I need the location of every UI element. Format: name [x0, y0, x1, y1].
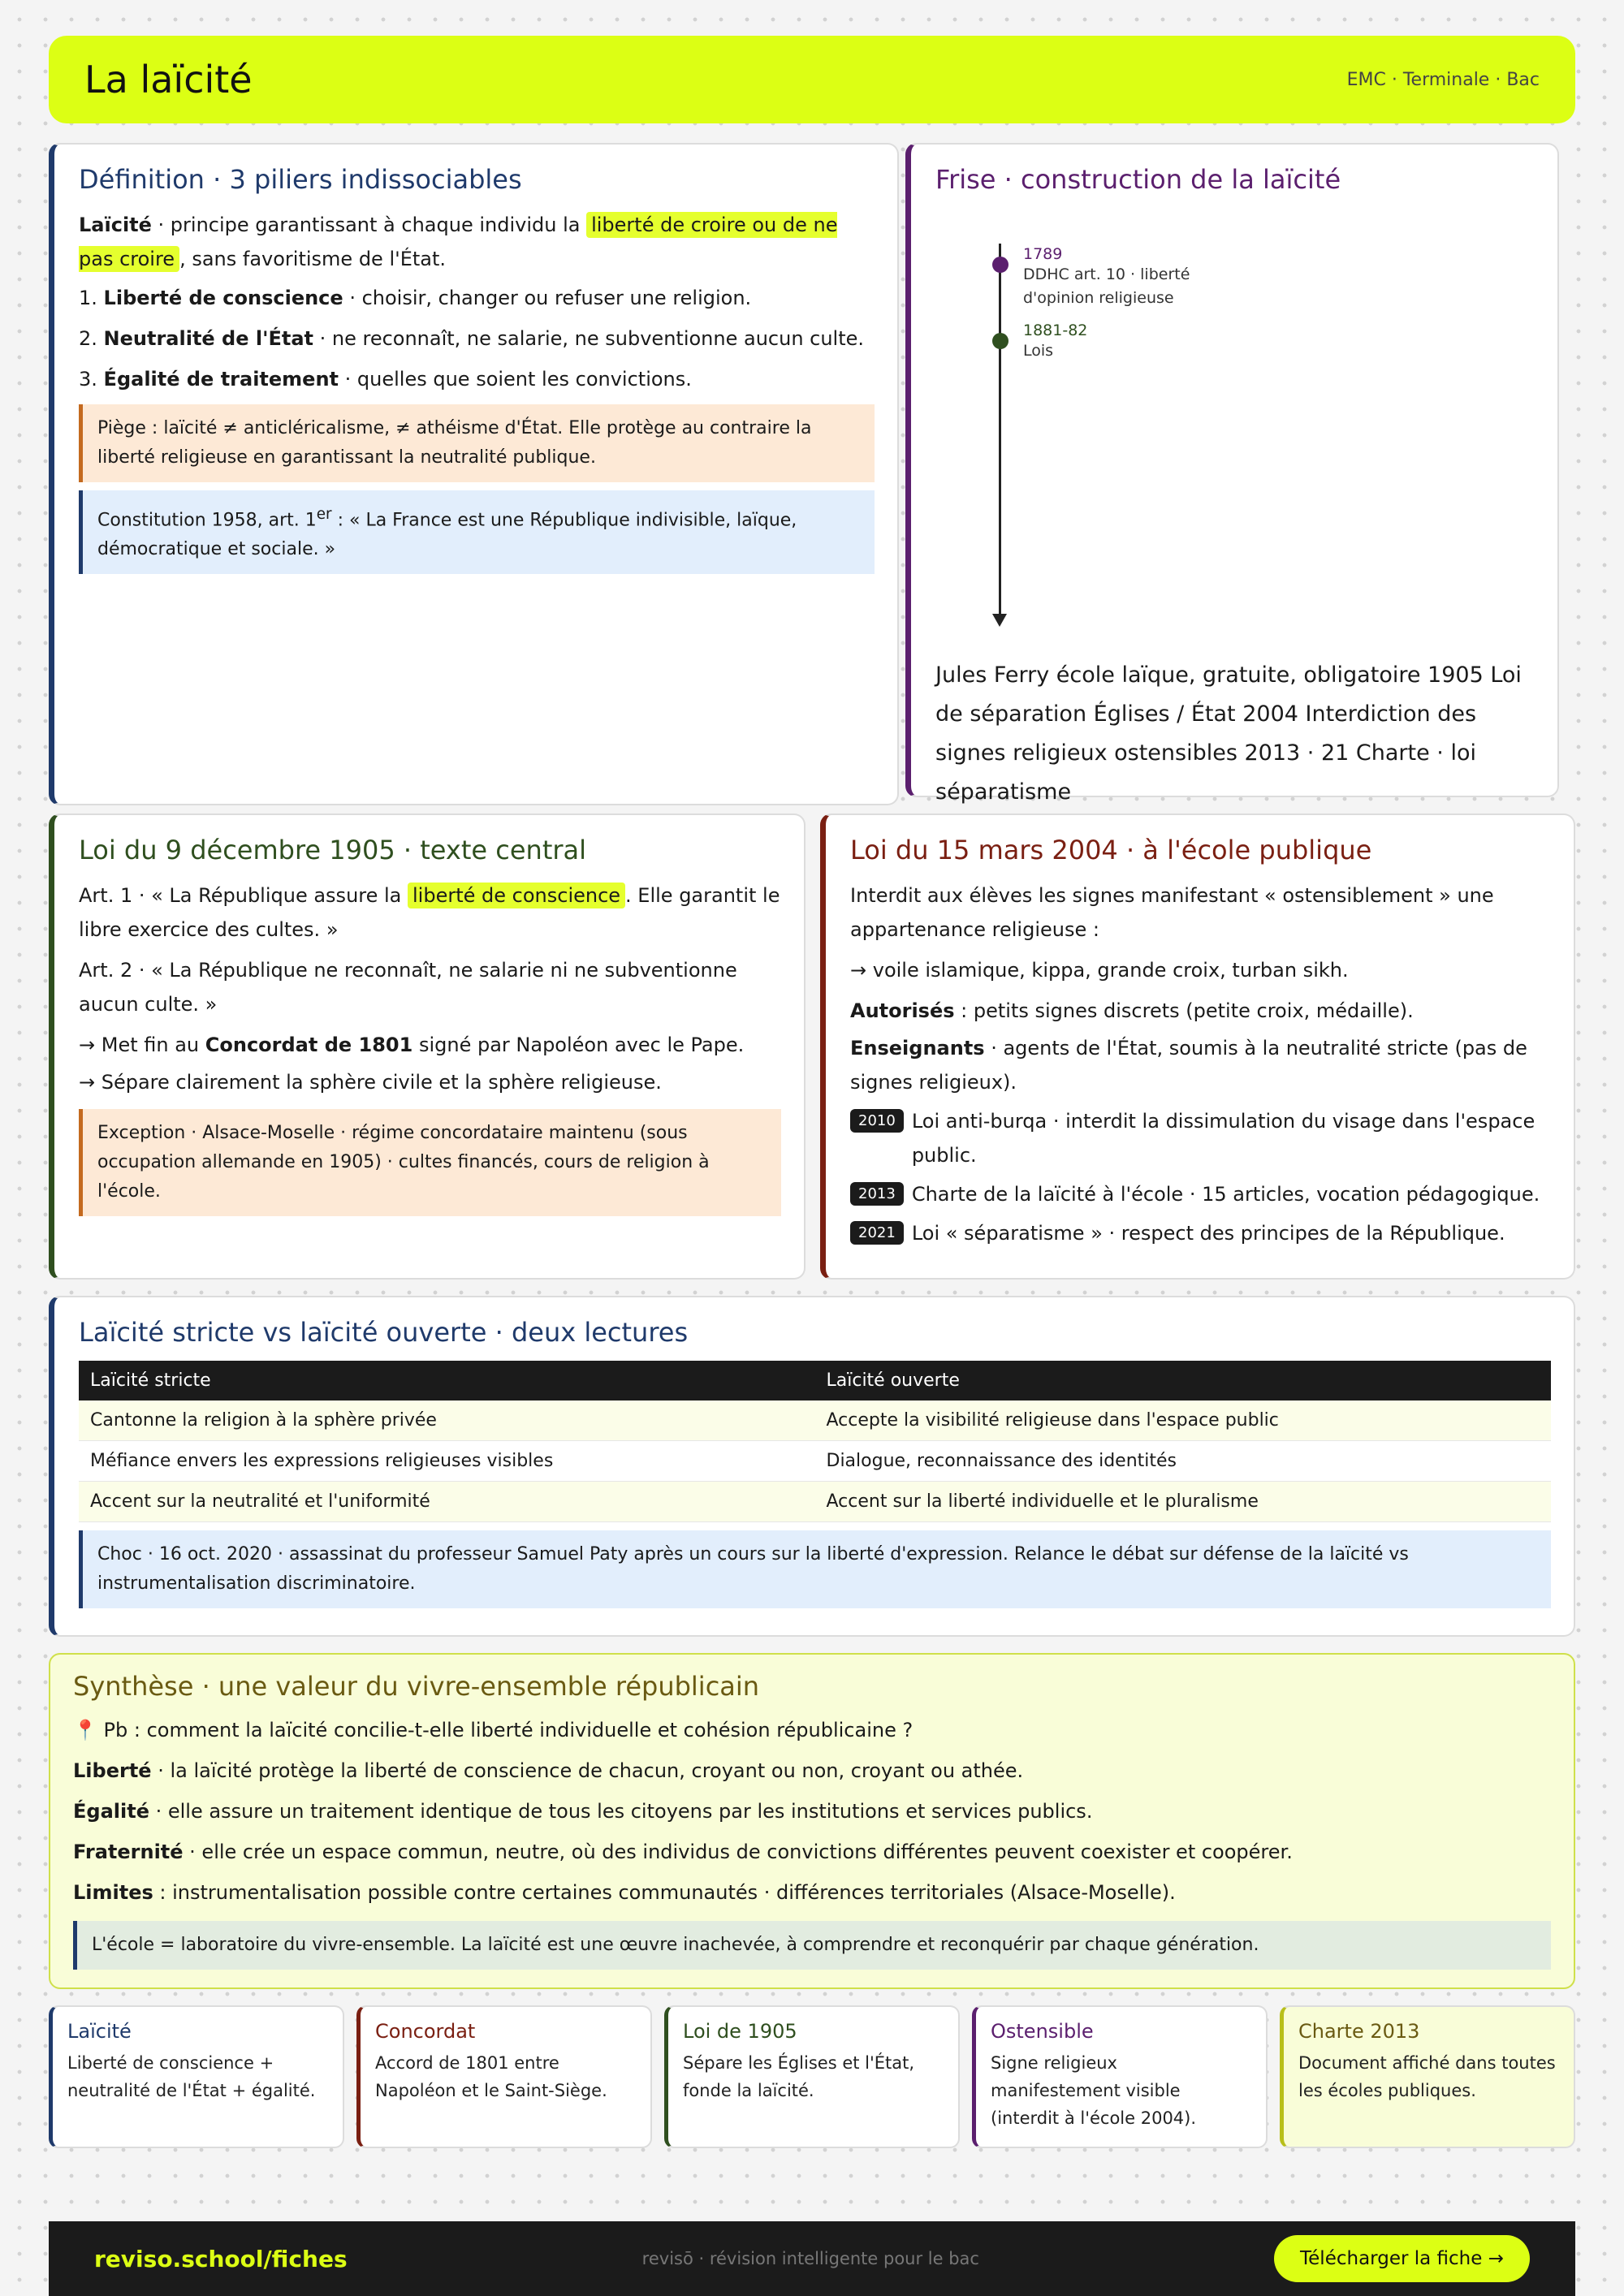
table-cell: Accent sur la neutralité et l'uniformité — [79, 1482, 815, 1522]
synthese-title: Synthèse · une valeur du vivre-ensemble républicain — [73, 1671, 760, 1702]
table-cell: Dialogue, reconnaissance des identités — [815, 1441, 1552, 1482]
year-badge: 2013 — [850, 1182, 904, 1206]
synthese-card — [49, 1653, 1575, 1989]
pillar-text: · quelles que soient les convictions. — [339, 368, 692, 391]
pillar-num: 1. — [79, 287, 97, 309]
glossary-definition: Signe religieux manifestement visible (interdit à l'école 2004). — [991, 2053, 1197, 2128]
site-link[interactable]: reviso.school/fiches — [94, 2245, 348, 2272]
glossary-card — [49, 2005, 344, 2148]
definition-intro — [79, 208, 875, 276]
glossary-definition: Liberté de conscience + neutralité de l'État + égalité. — [67, 2053, 316, 2100]
timeline-arrow-icon — [992, 614, 1007, 627]
loi-2004-intro: Interdit aux élèves les signes manifestant « ostensiblement » une appartenance religieuse : — [850, 884, 1494, 941]
footer-tagline: revisō · révision intelligente pour le bac — [641, 2249, 979, 2268]
allowed-text: : petits signes discrets (petite croix, médaille). — [954, 999, 1414, 1022]
pillar-item — [79, 281, 875, 315]
dated-text: Charte de la laïcité à l'école · 15 articles, vocation pédagogique. — [911, 1183, 1540, 1206]
definition-text: · principe garantissant à chaque individu la — [151, 214, 587, 236]
glossary-card — [664, 2005, 960, 2148]
loi-2004-title: Loi du 15 mars 2004 · à l'école publique — [850, 835, 1372, 865]
constitution-ref: Constitution 1958, art. 1 — [97, 510, 317, 531]
point-term: Concordat de 1801 — [205, 1034, 413, 1056]
header-meta: EMC · Terminale · Bac — [1346, 69, 1540, 90]
definition-term: Laïcité — [79, 214, 152, 236]
table-header-row — [79, 1361, 1551, 1400]
definition-card — [49, 143, 899, 805]
pillar-num: 3. — [79, 368, 97, 391]
frise-overflow-text: Jules Ferry école laïque, gratuite, obligatoire 1905 Loi de séparation Églises / État 2004 Interdiction des signes religieux ostensibles 2013 · 21 Charte · loi séparatisme — [935, 662, 1522, 805]
exception-callout: Exception · Alsace-Moselle · régime concordataire maintenu (sous occupation allemande en 1905) · cultes financés, cours de religion à l'école. — [79, 1109, 781, 1216]
timeline-event — [1023, 322, 1210, 363]
constitution-quote — [79, 490, 875, 574]
article-1-text: Art. 1 · « La République assure la — [79, 884, 408, 907]
point-separation: → Sépare clairement la sphère civile et la sphère religieuse. — [79, 1071, 662, 1094]
timeline-event — [1023, 245, 1210, 310]
pillar-term: Égalité de traitement — [103, 368, 339, 391]
glossary-definition: Document affiché dans toutes les écoles publiques. — [1298, 2053, 1556, 2100]
glossary-card — [356, 2005, 652, 2148]
dated-item — [850, 1177, 1551, 1211]
page-header — [49, 36, 1575, 123]
article-1 — [79, 878, 781, 947]
table-row — [79, 1482, 1551, 1522]
timeline-year: 1789 — [1023, 245, 1063, 263]
synthese-point — [73, 1832, 1551, 1872]
frise-card — [905, 143, 1559, 805]
point-text: · la laïcité protège la liberté de conscience de chacun, croyant ou non, croyant ou athée. — [151, 1759, 1024, 1782]
glossary-card — [972, 2005, 1268, 2148]
point-text: · elle crée un espace commun, neutre, où des individus de convictions différentes peuvent coexister et coopérer. — [183, 1841, 1293, 1863]
article-1-highlight: liberté de conscience — [408, 883, 625, 908]
loi-2004-allowed — [850, 994, 1551, 1028]
point-text: → Met fin au — [79, 1034, 205, 1056]
problematic-text: Pb : comment la laïcité concilie-t-elle liberté individuelle et cohésion républicaine ? — [103, 1719, 914, 1741]
allowed-term: Autorisés — [850, 999, 955, 1022]
synthese-point — [73, 1750, 1551, 1791]
glossary-definition: Sépare les Églises et l'État, fonde la laïcité. — [683, 2053, 915, 2100]
trap-callout: Piège : laïcité ≠ anticléricalisme, ≠ athéisme d'État. Elle protège au contraire la liberté religieuse en garantissant la neutralité publique. — [79, 404, 875, 482]
point-concordat — [79, 1028, 781, 1062]
table-cell: Accepte la visibilité religieuse dans l'espace public — [815, 1400, 1552, 1441]
page-footer — [49, 2221, 1575, 2296]
glossary-definition: Accord de 1801 entre Napoléon et le Saint-Siège. — [375, 2053, 607, 2100]
glossary-card — [1280, 2005, 1575, 2148]
loi-2004-examples: → voile islamique, kippa, grande croix, turban sikh. — [850, 959, 1349, 982]
point-term: Égalité — [73, 1800, 149, 1823]
download-button[interactable]: Télécharger la fiche → — [1274, 2235, 1530, 2282]
timeline-axis — [999, 244, 1001, 617]
teachers-term: Enseignants — [850, 1037, 985, 1060]
loi-1905-card — [49, 814, 806, 1280]
dated-text: Loi « séparatisme » · respect des principes de la République. — [911, 1222, 1505, 1245]
article-1-text-end: . Elle garantit le libre exercice des cultes. » — [79, 884, 780, 941]
page-title: La laïcité — [84, 58, 253, 101]
glossary-term: Charte 2013 — [1298, 2020, 1420, 2043]
constitution-sup: er — [316, 506, 332, 523]
point-text: · elle assure un traitement identique de tous les citoyens par les institutions et services publics. — [149, 1800, 1093, 1823]
definition-text-end: , sans favoritisme de l'État. — [179, 248, 447, 270]
dated-item — [850, 1104, 1551, 1172]
table-row — [79, 1441, 1551, 1482]
synthese-point — [73, 1791, 1551, 1832]
point-text: : instrumentalisation possible contre certaines communautés · différences territoriales (Alsace-Moselle). — [153, 1881, 1176, 1904]
pillars-list — [79, 281, 875, 396]
frise-title: Frise · construction de la laïcité — [935, 164, 1341, 195]
timeline-desc: DDHC art. 10 · liberté d'opinion religieuse — [1023, 265, 1190, 307]
glossary-term: Ostensible — [991, 2020, 1094, 2043]
table-cell: Méfiance envers les expressions religieuses visibles — [79, 1441, 815, 1482]
table-cell: Accent sur la liberté individuelle et le pluralisme — [815, 1482, 1552, 1522]
timeline-dot — [992, 257, 1009, 273]
pillar-text: · ne reconnaît, ne salarie, ne subventionne aucun culte. — [313, 327, 865, 350]
point-term: Limites — [73, 1881, 153, 1904]
problematic — [73, 1710, 1551, 1750]
table-cell: Cantonne la religion à la sphère privée — [79, 1400, 815, 1441]
year-badge: 2021 — [850, 1221, 904, 1245]
teachers-text: · agents de l'État, soumis à la neutralité stricte (pas de signes religieux). — [850, 1037, 1527, 1094]
pillar-text: · choisir, changer ou refuser une religion. — [343, 287, 752, 309]
constitution-text: : « La France est une République indivisible, laïque, démocratique et sociale. » — [97, 510, 797, 560]
point-term: Fraternité — [73, 1841, 184, 1863]
pillar-term: Neutralité de l'État — [103, 327, 313, 350]
glossary-term: Loi de 1905 — [683, 2020, 797, 2043]
definition-title: Définition · 3 piliers indissociables — [79, 164, 522, 195]
loi-1905-title: Loi du 9 décembre 1905 · texte central — [79, 835, 587, 865]
conclusion-callout: L'école = laboratoire du vivre-ensemble. La laïcité est une œuvre inachevée, à comprendre et reconquérir par chaque génération. — [73, 1921, 1551, 1970]
synthese-point — [73, 1872, 1551, 1913]
column-header: Laïcité ouverte — [815, 1361, 1552, 1400]
article-2: Art. 2 · « La République ne reconnaît, ne salarie ni ne subventionne aucun culte. » — [79, 959, 737, 1016]
pillar-item — [79, 322, 875, 356]
glossary-term: Laïcité — [67, 2020, 132, 2043]
comparison-card — [49, 1296, 1575, 1637]
dated-text: Loi anti-burqa · interdit la dissimulation du visage dans l'espace public. — [911, 1110, 1535, 1167]
timeline-desc: Lois — [1023, 342, 1054, 360]
point-text-end: signé par Napoléon avec le Pape. — [412, 1034, 745, 1056]
paty-callout: Choc · 16 oct. 2020 · assassinat du professeur Samuel Paty après un cours sur la liberté d'expression. Relance le débat sur défense de la laïcité vs instrumentalisation discriminatoire. — [79, 1530, 1551, 1608]
column-header: Laïcité stricte — [79, 1361, 815, 1400]
dated-item — [850, 1216, 1551, 1250]
comparison-table — [79, 1361, 1551, 1522]
table-row — [79, 1400, 1551, 1441]
loi-2004-teachers — [850, 1031, 1551, 1099]
definition-highlight: liberté de croire ou de ne pas croire — [79, 214, 838, 270]
pillar-num: 2. — [79, 327, 97, 350]
timeline-dot — [992, 333, 1009, 349]
timeline-year: 1881-82 — [1023, 322, 1088, 339]
comparison-title: Laïcité stricte vs laïcité ouverte · deux lectures — [79, 1317, 689, 1348]
pillar-item — [79, 362, 875, 396]
point-term: Liberté — [73, 1759, 152, 1782]
glossary-term: Concordat — [375, 2020, 476, 2043]
pin-icon: 📍 — [73, 1719, 97, 1741]
pillar-term: Liberté de conscience — [103, 287, 343, 309]
year-badge: 2010 — [850, 1109, 904, 1133]
loi-2004-card — [820, 814, 1575, 1280]
